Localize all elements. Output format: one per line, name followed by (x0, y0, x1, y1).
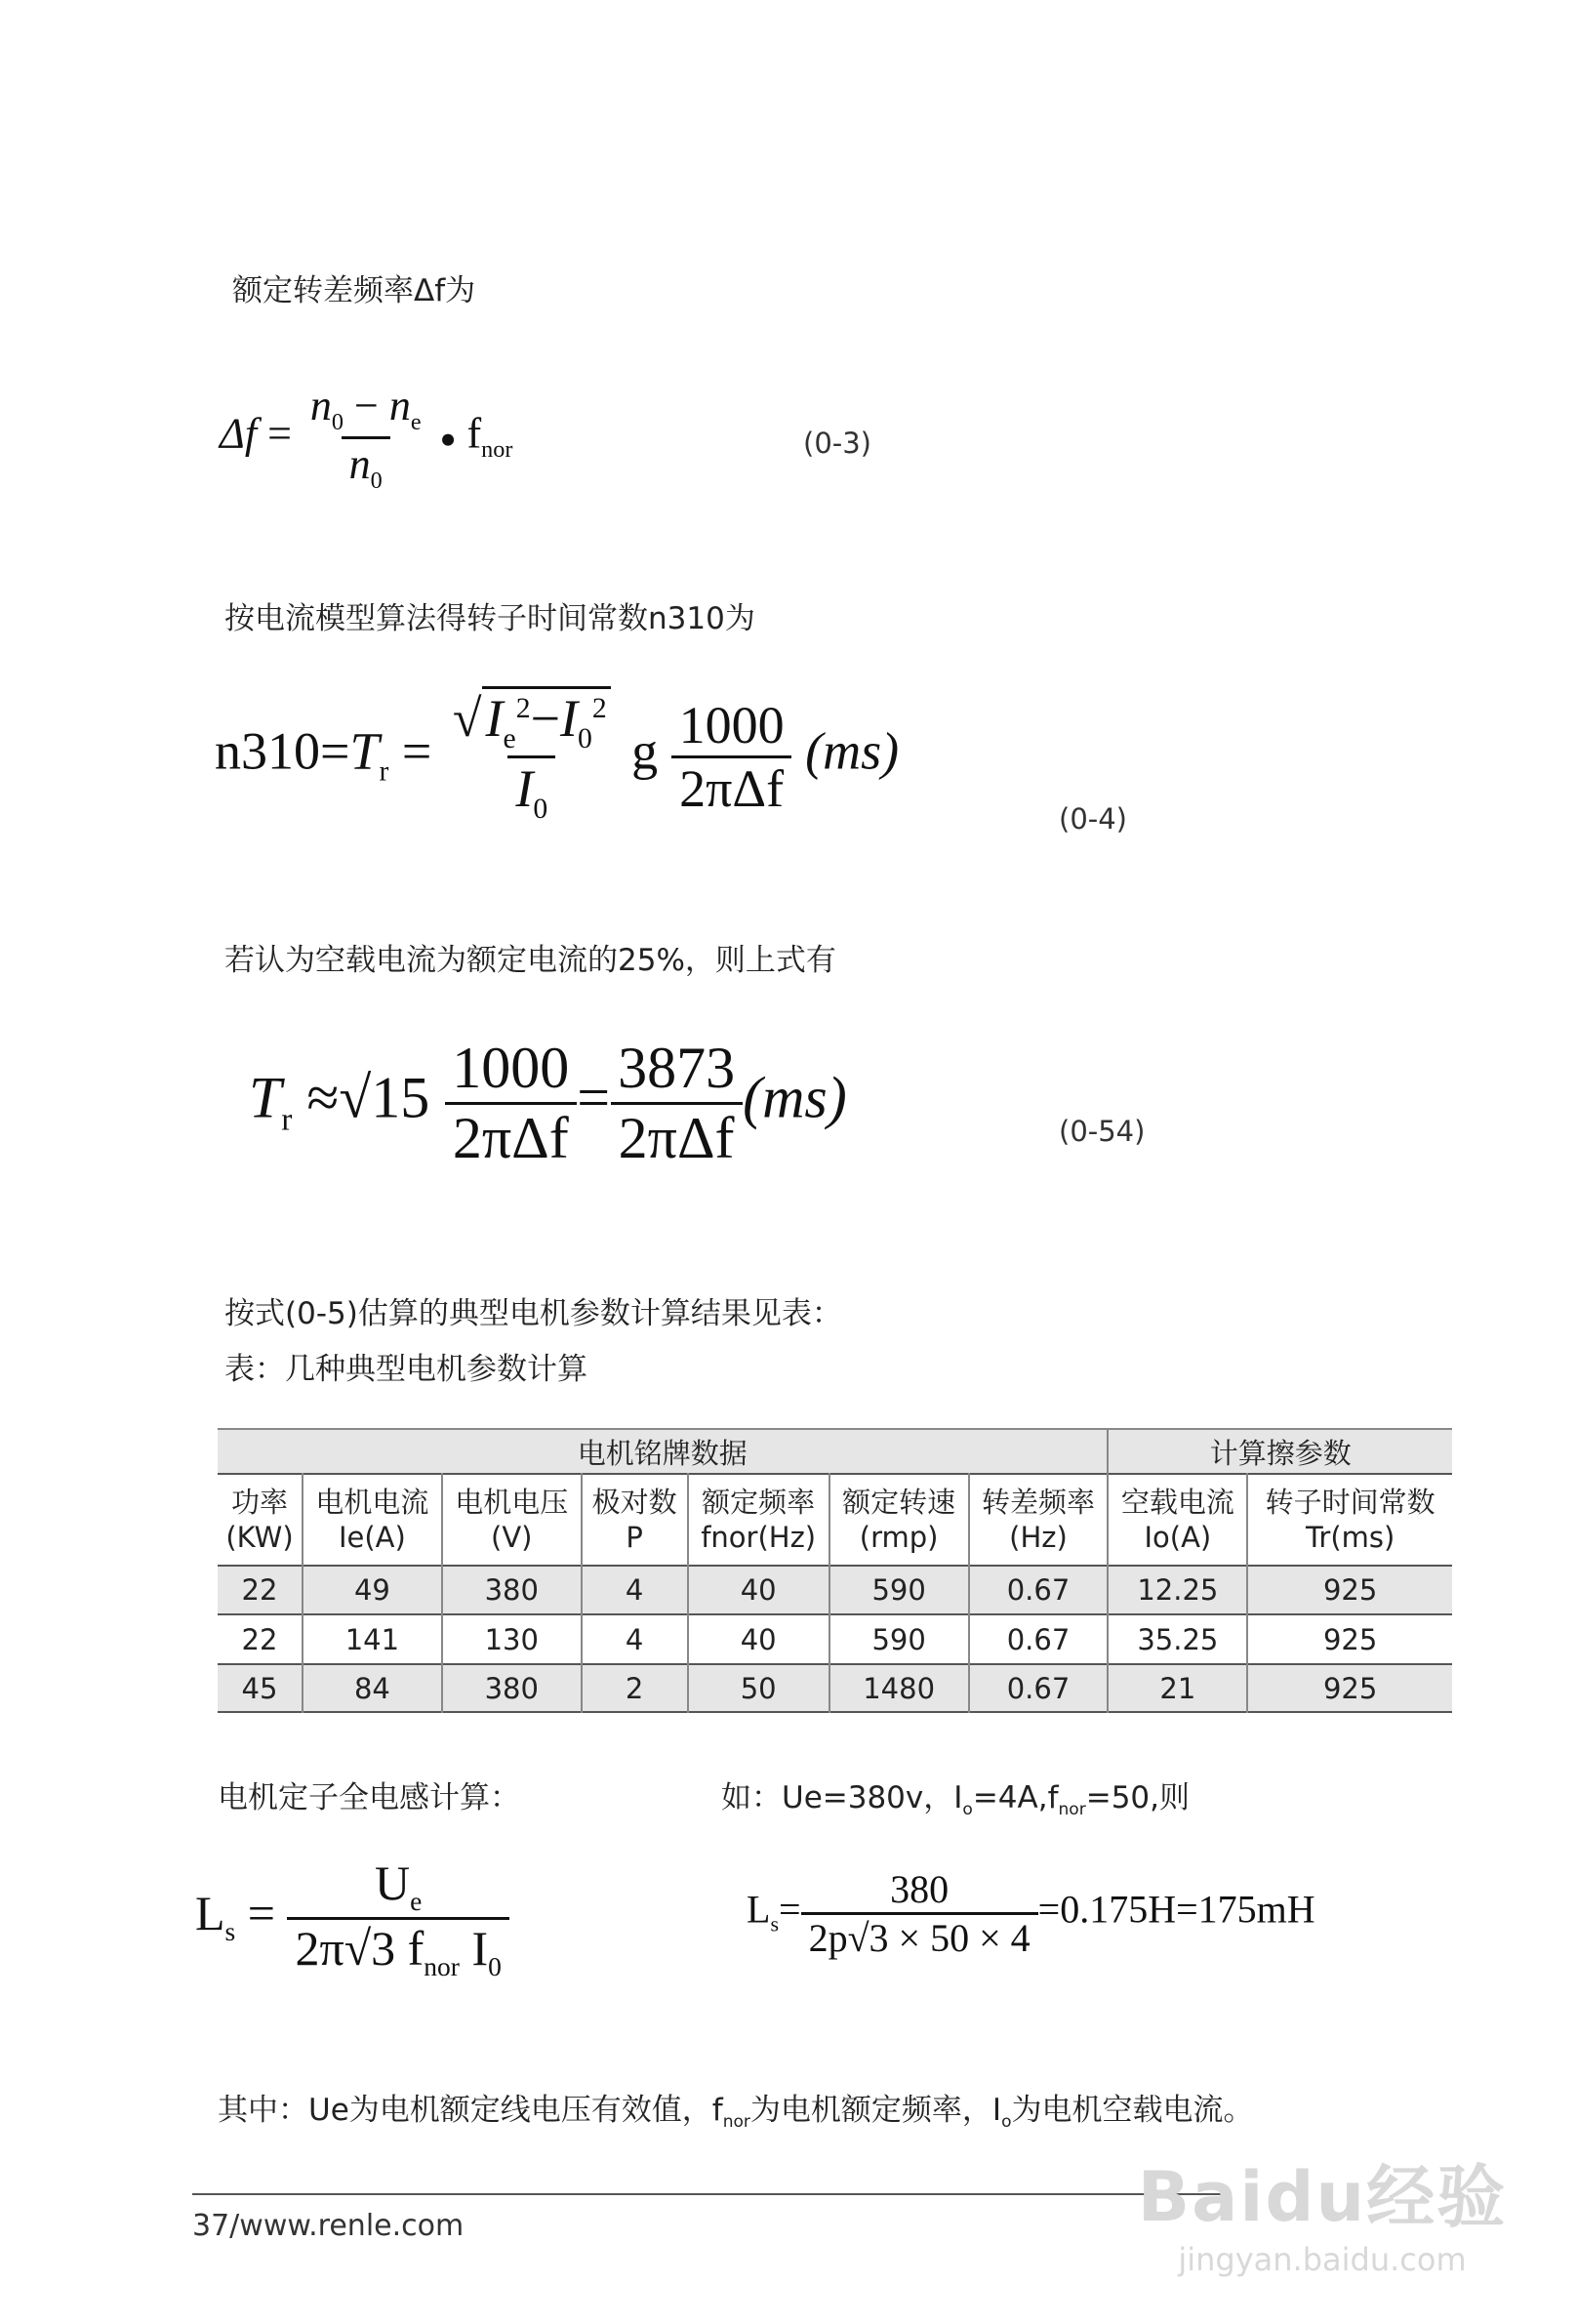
f-tr: T (349, 721, 380, 781)
cell: 21 (1108, 1664, 1247, 1712)
cell: 50 (688, 1664, 829, 1712)
table-row (218, 1566, 1452, 1614)
column-header: 转子时间常数 Tr(ms) (1247, 1474, 1452, 1566)
f-eq: = (401, 721, 432, 781)
formula-slip-frequency (220, 381, 512, 495)
column-header: 功率 (KW) (218, 1474, 303, 1566)
footer-divider (192, 2193, 1227, 2195)
f-num: 1000 (452, 1036, 570, 1100)
f-fraction (801, 1866, 1038, 1961)
cell: 0.67 (969, 1566, 1109, 1614)
f-result: =0.175H=175mH (1037, 1887, 1315, 1932)
cell: 925 (1247, 1614, 1452, 1664)
cell: 130 (442, 1614, 582, 1664)
cell: 4 (582, 1614, 688, 1664)
cell: 1480 (829, 1664, 969, 1712)
f-sub: nor (481, 436, 513, 464)
f-sub: 0 (488, 1951, 502, 1981)
f-n0: n (348, 439, 371, 488)
f-fraction (671, 695, 792, 819)
cell: 590 (829, 1566, 969, 1614)
f-eq: = (320, 721, 350, 781)
f-fraction (303, 381, 429, 495)
f-g: g (631, 721, 659, 781)
watermark-brand: Baidu经验 (1137, 2157, 1508, 2237)
f-minus: − (353, 382, 379, 429)
f-den: 2π√3 f (295, 1921, 425, 1976)
f-den: 2p√3 × 50 × 4 (801, 1912, 1038, 1961)
table-caption: 表：几种典型电机参数计算 (224, 1352, 587, 1387)
equation-label: (0-3) (803, 427, 871, 460)
cell: 590 (829, 1614, 969, 1664)
cell: 22 (218, 1566, 303, 1614)
f-den: 2πΔf (611, 1102, 743, 1172)
column-header: 额定频率 fnor(Hz) (688, 1474, 829, 1566)
column-header: 电机电压 (V) (442, 1474, 582, 1566)
footer-page: 37/www.renle.com (192, 2209, 465, 2243)
f-f: f (466, 409, 482, 458)
column-header: 极对数 P (582, 1474, 688, 1566)
f-ne: n (388, 382, 411, 429)
f-i0: I (515, 758, 534, 818)
watermark-url: jingyan.baidu.com (1178, 2241, 1467, 2278)
f-fraction (444, 1035, 577, 1172)
formula-stator-inductance (195, 1855, 509, 1982)
f-sub: 0 (331, 408, 344, 435)
f-eq: = (267, 409, 292, 458)
f-i: I (471, 1921, 489, 1976)
f-dot: ● (439, 424, 457, 455)
column-header: 额定转速 (rmp) (829, 1474, 969, 1566)
f-eq: = (577, 1065, 611, 1130)
cell: 45 (218, 1664, 303, 1712)
f-sub: r (281, 1102, 293, 1138)
example-intro: 如：Ue=380v，$I_o=4A,f_{nor}=50$,则 (721, 1780, 1190, 1820)
cell: 35.25 (1108, 1614, 1247, 1664)
f-eq: = (247, 1885, 275, 1940)
formula-inductance-example (747, 1866, 1315, 1961)
table-row (218, 1614, 1452, 1664)
table-row (218, 1664, 1452, 1712)
cell: 0.67 (969, 1614, 1109, 1664)
f-den: 2πΔf (445, 1102, 577, 1172)
f-fraction (610, 1035, 743, 1172)
f-sup: 2 (515, 693, 531, 724)
f-lhs: n310 (215, 721, 320, 781)
motor-parameter-table (218, 1428, 1452, 1713)
f-num: 380 (890, 1867, 950, 1911)
f-l: L (747, 1887, 771, 1932)
f-eq: = (779, 1887, 801, 1932)
column-header: 空载电流 Io(A) (1108, 1474, 1247, 1566)
f-unit: (ms) (805, 721, 900, 781)
f-i0: I (560, 689, 578, 748)
formula-rotor-time-constant (215, 688, 899, 826)
f-num: 1000 (678, 695, 785, 754)
f-sub: s (224, 1915, 236, 1946)
f-unit: (ms) (743, 1065, 847, 1130)
rotor-intro: 按电流模型算法得转子时间常数n310为 (224, 601, 755, 636)
cell: 380 (442, 1664, 582, 1712)
f-sub: e (503, 722, 516, 754)
f-lhs: Δf (220, 409, 258, 458)
f-minus: − (530, 689, 560, 748)
cell: 84 (303, 1664, 442, 1712)
cell: 4 (582, 1566, 688, 1614)
f-root: √15 (339, 1065, 430, 1130)
column-header: 电机电流 Ie(A) (303, 1474, 442, 1566)
f-sup: 2 (591, 693, 607, 724)
f-sub: r (379, 755, 389, 788)
f-sub: nor (424, 1951, 460, 1981)
f-sub: 0 (370, 467, 383, 494)
f-sub: e (410, 1886, 423, 1916)
cell: 49 (303, 1566, 442, 1614)
f-tr: T (249, 1065, 282, 1130)
inductance-intro: 电机定子全电感计算： (218, 1780, 520, 1815)
f-fraction: $\frac{√I_e^2-I_0^2}{I_0}$ (445, 688, 619, 826)
f-sub: 0 (577, 722, 592, 754)
assume-intro: 若认为空载电流为额定电流的25%，则上式有 (224, 943, 836, 978)
where-note: 其中：Ue为电机额定线电压有效值，$f_{nor}$为电机额定频率，$I_o$为电机空载电流。 (218, 2093, 1254, 2133)
cell: 380 (442, 1566, 582, 1614)
f-sub: s (770, 1911, 779, 1937)
cell: 0.67 (969, 1664, 1109, 1712)
cell: 925 (1247, 1566, 1452, 1614)
equation-label: (0-4) (1059, 802, 1127, 836)
f-num: 3873 (618, 1036, 736, 1100)
cell: 40 (688, 1614, 829, 1664)
cell: 2 (582, 1664, 688, 1712)
f-fraction (287, 1855, 508, 1982)
group-header: 计算擦参数 (1209, 1436, 1352, 1470)
table-intro: 按式(0-5)估算的典型电机参数计算结果见表： (224, 1296, 842, 1331)
f-den: 2πΔf (671, 755, 791, 819)
cell: 22 (218, 1614, 303, 1664)
group-header: 电机铭牌数据 (218, 1429, 1108, 1474)
f-ie: I (485, 689, 504, 748)
f-approx: ≈ (306, 1065, 340, 1130)
f-sub: e (410, 408, 422, 435)
f-n0: n (309, 382, 332, 429)
f-l: L (195, 1885, 225, 1940)
formula-rotor-approx (249, 1035, 847, 1172)
cell: 40 (688, 1566, 829, 1614)
slip-intro: 额定转差频率Δf为 (232, 273, 476, 308)
column-header: 转差频率 (Hz) (969, 1474, 1109, 1566)
equation-label: (0-54) (1059, 1115, 1146, 1148)
baidu-watermark (1137, 2142, 1508, 2278)
f-u: U (375, 1855, 411, 1910)
cell: 12.25 (1108, 1566, 1247, 1614)
cell: 925 (1247, 1664, 1452, 1712)
cell: 141 (303, 1614, 442, 1664)
f-sub: 0 (533, 793, 548, 825)
